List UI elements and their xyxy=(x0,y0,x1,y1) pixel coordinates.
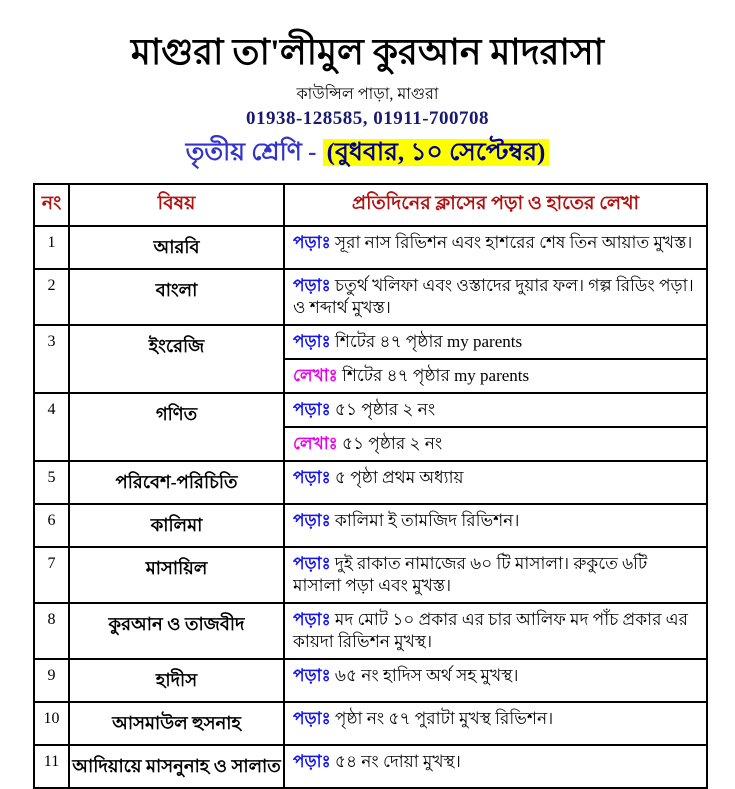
read-label: পড়াঃ xyxy=(293,468,331,488)
lesson-text: শিটের ৪৭ পৃষ্ঠার my parents xyxy=(330,332,523,352)
lesson-cell xyxy=(284,427,707,461)
table-row xyxy=(34,659,707,702)
row-number-cell: 3 xyxy=(34,325,69,393)
lesson-cell xyxy=(284,603,707,659)
read-label: পড়াঃ xyxy=(293,276,331,296)
subject-cell: মাসায়িল xyxy=(69,547,284,603)
table-row xyxy=(34,603,707,659)
row-number-cell: 4 xyxy=(34,393,69,461)
subject-cell: কালিমা xyxy=(69,504,284,547)
row-number-cell: 10 xyxy=(34,702,69,745)
table-row xyxy=(34,547,707,603)
subject-cell: হাদীস xyxy=(69,659,284,702)
class-line xyxy=(0,137,735,170)
lesson-text: চতুর্থ খলিফা এবং ওস্তাদের দুয়ার ফল। গল্প রিডিং পড়া। ও শব্দার্থ মুখস্ত। xyxy=(293,276,694,318)
table-row xyxy=(34,745,707,788)
page-title: মাগুরা তা'লীমুল কুরআন মাদরাসা xyxy=(130,32,605,72)
row-number-cell: 1 xyxy=(34,226,69,269)
row-number-cell: 7 xyxy=(34,547,69,603)
table-row xyxy=(34,504,707,547)
table-row xyxy=(34,226,707,269)
table-row xyxy=(34,269,707,325)
lesson-text: কালিমা ই তামজিদ রিভিশন। xyxy=(330,511,520,531)
lesson-text: মদ মোট ১০ প্রকার এর চার আলিফ মদ পাঁচ প্রকার এর কায়দা রিভিশন মুখস্থ। xyxy=(293,610,688,652)
subject-cell: আসমাউল হুসনাহ xyxy=(69,702,284,745)
row-number-cell: 2 xyxy=(34,269,69,325)
column-header-lesson: প্রতিদিনের ক্লাসের পড়া ও হাতের লেখা xyxy=(284,184,707,226)
table-header-row xyxy=(34,184,707,226)
subject-cell: আরবি xyxy=(69,226,284,269)
read-label: পড়াঃ xyxy=(293,709,331,729)
lesson-text: ৬৫ নং হাদিস অর্থ সহ মুখস্থ। xyxy=(330,666,519,686)
document-header xyxy=(0,0,735,169)
read-label: পড়াঃ xyxy=(293,233,331,253)
subject-cell: কুরআন ও তাজবীদ xyxy=(69,603,284,659)
write-label: লেখাঃ xyxy=(293,434,338,454)
row-number-cell: 8 xyxy=(34,603,69,659)
subject-cell: ইংরেজি xyxy=(69,325,284,393)
table-row xyxy=(34,702,707,745)
subject-cell: পরিবেশ-পরিচিতি xyxy=(69,461,284,504)
lesson-cell xyxy=(284,359,707,393)
lesson-cell xyxy=(284,745,707,788)
lesson-text: ৫৪ নং দোয়া মুখস্থ। xyxy=(330,752,461,772)
row-number-cell: 6 xyxy=(34,504,69,547)
read-label: পড়াঃ xyxy=(293,554,331,574)
subject-cell: আদিয়ায়ে মাসনুনাহ ও সালাত xyxy=(69,745,284,788)
write-label: লেখাঃ xyxy=(293,366,338,386)
read-label: পড়াঃ xyxy=(293,752,331,772)
lesson-cell xyxy=(284,269,707,325)
lesson-text: ৫১ পৃষ্ঠার ২ নং xyxy=(330,400,436,420)
row-number-cell: 11 xyxy=(34,745,69,788)
read-label: পড়াঃ xyxy=(293,511,331,531)
lesson-text: দুই রাকাত নামাজের ৬০ টি মাসালা। রুকুতে ৬টি মাসালা পড়া এবং মুখস্ত। xyxy=(293,554,648,596)
read-label: পড়াঃ xyxy=(293,610,331,630)
column-header-subject: বিষয় xyxy=(69,184,284,226)
subject-cell: গণিত xyxy=(69,393,284,461)
lesson-cell xyxy=(284,547,707,603)
lesson-cell xyxy=(284,659,707,702)
row-number-cell: 9 xyxy=(34,659,69,702)
lessons-table xyxy=(33,183,708,789)
lesson-text: পৃষ্ঠা নং ৫৭ পুরাটা মুখস্থ রিভিশন। xyxy=(330,709,554,729)
lesson-cell xyxy=(284,325,707,359)
lesson-cell xyxy=(284,393,707,427)
lesson-text: ৫১ পৃষ্ঠার ২ নং xyxy=(337,434,443,454)
lessons-table-body xyxy=(34,226,707,788)
table-row xyxy=(34,325,707,359)
phone-numbers: 01938-128585, 01911-700708 xyxy=(245,108,490,130)
row-number-cell: 5 xyxy=(34,461,69,504)
lesson-cell xyxy=(284,226,707,269)
read-label: পড়াঃ xyxy=(293,332,331,352)
class-name-label: তৃতীয় শ্রেণি - xyxy=(185,138,323,166)
subject-cell: বাংলা xyxy=(69,269,284,325)
address-line: কাউন্সিল পাড়া, মাগুরা xyxy=(296,86,439,103)
table-row xyxy=(34,461,707,504)
lesson-text: সূরা নাস রিভিশন এবং হাশরের শেষ তিন আয়াত মুখস্ত। xyxy=(330,233,693,253)
lesson-text: শিটের ৪৭ পৃষ্ঠার my parents xyxy=(337,366,530,386)
lesson-cell xyxy=(284,702,707,745)
lesson-cell xyxy=(284,461,707,504)
column-header-no: নং xyxy=(34,184,69,226)
class-date-highlight: (বুধবার, ১০ সেপ্টেম্বর) xyxy=(323,139,550,166)
read-label: পড়াঃ xyxy=(293,400,331,420)
table-row xyxy=(34,393,707,427)
lesson-cell xyxy=(284,504,707,547)
lesson-text: ৫ পৃষ্ঠা প্রথম অধ্যায় xyxy=(330,468,464,488)
read-label: পড়াঃ xyxy=(293,666,331,686)
